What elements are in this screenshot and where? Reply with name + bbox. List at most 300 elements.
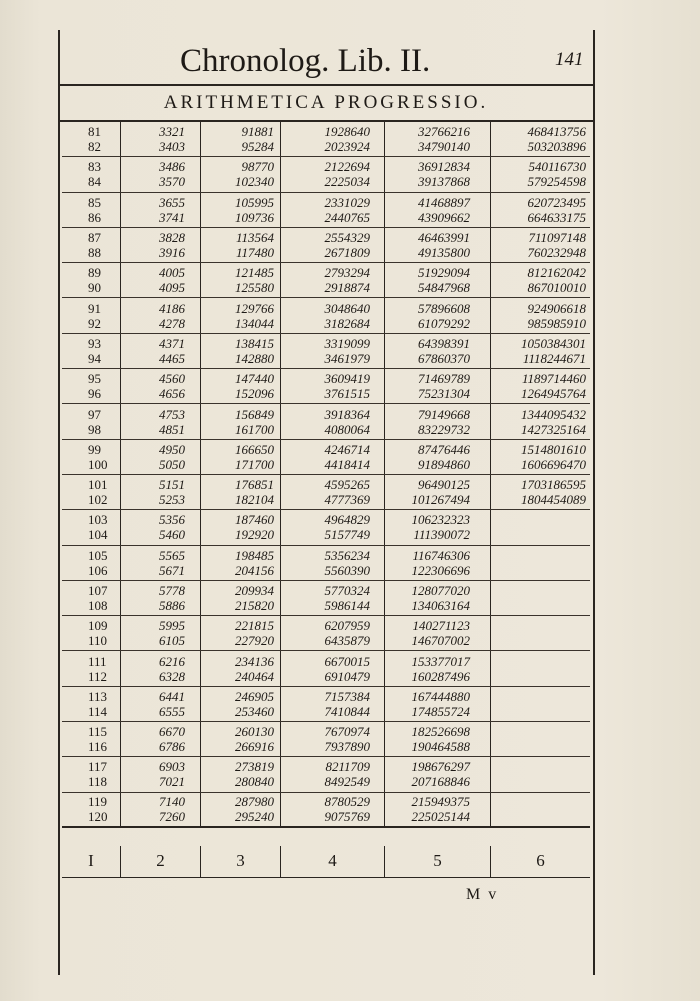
- table-cell-c2: [120, 369, 200, 403]
- cell-value: 117480: [235, 245, 274, 261]
- table-cell-c1: [62, 404, 120, 438]
- cell-value: 166650: [235, 441, 274, 457]
- cell-value: 1050384301: [521, 335, 586, 351]
- cell-value: 100: [88, 456, 108, 472]
- cell-value: 94: [88, 350, 101, 366]
- cell-value: 2554329: [324, 230, 370, 246]
- cell-value: 1514801610: [521, 441, 586, 457]
- table-cell-c2: [120, 722, 200, 756]
- cell-value: 4465: [159, 350, 185, 366]
- cell-value: 2918874: [324, 280, 370, 296]
- cell-value: 106: [88, 562, 108, 578]
- cell-value: 125580: [235, 280, 274, 296]
- cell-value: 114: [88, 703, 108, 719]
- table-cell-c2: [120, 510, 200, 544]
- cell-value: 3916: [159, 245, 185, 261]
- cell-value: 6207959: [324, 618, 370, 634]
- cell-value: 95: [88, 371, 101, 387]
- table-cell-c5: [384, 616, 490, 650]
- column-number-row: [62, 846, 590, 878]
- table-cell-c6: [490, 404, 590, 438]
- table-cell-c5: [384, 722, 490, 756]
- cell-value: 79149668: [418, 406, 470, 422]
- cell-value: 5253: [159, 492, 185, 508]
- cell-value: 260130: [235, 724, 274, 740]
- table-cell-c1: [62, 546, 120, 580]
- cell-value: 6670015: [324, 653, 370, 669]
- table-cell-c1: [62, 157, 120, 191]
- cell-value: 4278: [159, 315, 185, 331]
- table-cell-c3: [200, 440, 280, 474]
- table-cell-c3: [200, 263, 280, 297]
- cell-value: 3828: [159, 230, 185, 246]
- cell-value: 98770: [241, 159, 274, 175]
- table-cell-c3: [200, 510, 280, 544]
- cell-value: 87: [88, 230, 101, 246]
- cell-value: 116: [88, 739, 108, 755]
- table-cell-c3: [200, 298, 280, 332]
- cell-value: 109: [88, 618, 108, 634]
- cell-value: 1189714460: [521, 371, 586, 387]
- cell-value: 153377017: [411, 653, 470, 669]
- cell-value: 924906618: [527, 300, 586, 316]
- cell-value: 4095: [159, 280, 185, 296]
- table-row: [62, 157, 590, 192]
- table-cell-c6: [490, 546, 590, 580]
- cell-value: 6910479: [324, 668, 370, 684]
- table-cell-c1: [62, 475, 120, 509]
- cell-value: 1344095432: [521, 406, 586, 422]
- cell-value: 138415: [235, 335, 274, 351]
- table-row: [62, 722, 590, 757]
- cell-value: 91894860: [418, 456, 470, 472]
- table-row: [62, 263, 590, 298]
- table-cell-c1: [62, 581, 120, 615]
- table-cell-c4: [280, 687, 384, 721]
- cell-value: [491, 689, 586, 704]
- cell-value: 1264945764: [521, 386, 586, 402]
- column-number: I: [88, 851, 94, 870]
- cell-value: 4753: [159, 406, 185, 422]
- cell-value: 7937890: [324, 739, 370, 755]
- table-cell-c3: [200, 546, 280, 580]
- table-cell-c2: [120, 757, 200, 791]
- cell-value: 5995: [159, 618, 185, 634]
- table-cell-c5: [384, 369, 490, 403]
- table-cell-c4: [280, 475, 384, 509]
- table-cell-c5: [384, 757, 490, 791]
- cell-value: 3655: [159, 194, 185, 210]
- page-title: Chronolog. Lib. II.: [180, 43, 431, 79]
- table-cell-c3: [200, 157, 280, 191]
- cell-value: 209934: [235, 583, 274, 598]
- cell-value: 207168846: [411, 774, 470, 790]
- cell-value: 152096: [235, 386, 274, 402]
- table-row: [62, 193, 590, 228]
- cell-value: 204156: [235, 562, 274, 578]
- cell-value: 1427325164: [521, 421, 586, 437]
- cell-value: [491, 583, 586, 598]
- cell-value: 103: [88, 512, 108, 528]
- table-cell-c6: [490, 157, 590, 191]
- cell-value: 5986144: [324, 598, 370, 613]
- cell-value: 83: [88, 159, 101, 175]
- cell-value: 128077020: [411, 583, 470, 598]
- cell-value: [491, 724, 586, 739]
- table-row: [62, 651, 590, 686]
- table-row: [62, 369, 590, 404]
- cell-value: 3048640: [324, 300, 370, 316]
- cell-value: 7670974: [324, 724, 370, 740]
- table-cell-c4: [280, 651, 384, 685]
- progression-table: [62, 122, 590, 828]
- table-cell-c2: [120, 334, 200, 368]
- table-cell-c1: [62, 440, 120, 474]
- table-cell-c4: [280, 263, 384, 297]
- cell-value: 104: [88, 527, 108, 543]
- page-number: 141: [555, 49, 584, 70]
- table-cell-c2: [120, 193, 200, 227]
- cell-value: 83229732: [418, 421, 470, 437]
- cell-value: 106232323: [411, 512, 470, 528]
- cell-value: 142880: [235, 350, 274, 366]
- table-cell-c1: [62, 193, 120, 227]
- table-cell-c5: [384, 334, 490, 368]
- cell-value: 46463991: [418, 230, 470, 246]
- cell-value: 3403: [159, 139, 185, 155]
- table-cell-c4: [280, 510, 384, 544]
- cell-value: 134063164: [411, 598, 470, 613]
- table-cell-c2: [120, 298, 200, 332]
- table-row: [62, 440, 590, 475]
- cell-value: 5151: [159, 477, 185, 493]
- cell-value: 664633175: [527, 209, 586, 225]
- cell-value: 8211709: [325, 759, 370, 775]
- table-cell-c5: [384, 546, 490, 580]
- cell-value: 760232948: [527, 245, 586, 261]
- table-cell-c5: [384, 193, 490, 227]
- cell-value: 579254598: [527, 174, 586, 190]
- cell-value: 134044: [235, 315, 274, 331]
- cell-value: 146707002: [411, 633, 470, 649]
- cell-value: 540116730: [528, 159, 586, 175]
- cell-value: 51929094: [418, 265, 470, 281]
- cell-value: 3319099: [324, 335, 370, 351]
- cell-value: 64398391: [418, 335, 470, 351]
- cell-value: 225025144: [411, 809, 470, 825]
- table-cell-c5: [384, 157, 490, 191]
- table-cell-c4: [280, 757, 384, 791]
- cell-value: 620723495: [527, 194, 586, 210]
- cell-value: 129766: [235, 300, 274, 316]
- cell-value: 36912834: [418, 159, 470, 175]
- table-cell-c6: [490, 122, 590, 156]
- table-cell-c3: [200, 757, 280, 791]
- signature-mark: M v: [466, 886, 499, 903]
- table-cell-c6: [490, 651, 590, 685]
- cell-value: 32766216: [418, 124, 470, 140]
- cell-value: 96490125: [418, 477, 470, 493]
- cell-value: 4080064: [324, 421, 370, 437]
- cell-value: 161700: [235, 421, 274, 437]
- cell-value: 8780529: [324, 794, 370, 810]
- table-cell-c4: [280, 616, 384, 650]
- table-cell-c1: [62, 722, 120, 756]
- table-row: [62, 334, 590, 369]
- cell-value: 4656: [159, 386, 185, 402]
- table-cell-c3: [200, 404, 280, 438]
- cell-value: 3741: [159, 209, 185, 225]
- table-cell-c2: [120, 404, 200, 438]
- cell-value: 87476446: [418, 441, 470, 457]
- table-cell-c4: [280, 193, 384, 227]
- table-heading: ARITHMETICA PROGRESSIO.: [163, 92, 489, 113]
- table-cell-c3: [200, 616, 280, 650]
- cell-value: 107: [88, 583, 108, 598]
- cell-value: [491, 598, 586, 613]
- cell-value: 3321: [159, 124, 185, 140]
- cell-value: 101: [88, 477, 108, 493]
- table-cell-c3: [200, 475, 280, 509]
- table-cell-c1: [62, 228, 120, 262]
- cell-value: 7021: [159, 774, 185, 790]
- table-cell-c5: [384, 687, 490, 721]
- cell-value: 117: [88, 759, 108, 775]
- table-cell-c1: [62, 651, 120, 685]
- cell-value: 102340: [235, 174, 274, 190]
- cell-value: 253460: [235, 703, 274, 719]
- cell-value: 98: [88, 421, 101, 437]
- cell-value: 43909662: [418, 209, 470, 225]
- cell-value: 287980: [235, 794, 274, 810]
- table-cell-c4: [280, 157, 384, 191]
- cell-value: 85: [88, 194, 101, 210]
- right-margin-rule: [593, 30, 595, 975]
- cell-value: 227920: [235, 633, 274, 649]
- cell-value: 113: [88, 688, 108, 704]
- table-cell-c4: [280, 581, 384, 615]
- table-cell-c2: [120, 546, 200, 580]
- cell-value: [491, 794, 586, 809]
- cell-value: 215949375: [411, 794, 470, 810]
- cell-value: 105: [88, 547, 108, 563]
- cell-value: [491, 618, 586, 633]
- table-cell-c1: [62, 510, 120, 544]
- header-rule: [58, 84, 594, 86]
- cell-value: 120: [88, 809, 108, 825]
- cell-value: 7410844: [324, 703, 370, 719]
- cell-value: 75231304: [418, 386, 470, 402]
- cell-value: 2440765: [324, 209, 370, 225]
- cell-value: 6105: [159, 633, 185, 649]
- table-cell-c4: [280, 404, 384, 438]
- table-cell-c3: [200, 369, 280, 403]
- column-number: 4: [280, 846, 384, 877]
- cell-value: 187460: [235, 512, 274, 528]
- cell-value: 4851: [159, 421, 185, 437]
- table-cell-c6: [490, 228, 590, 262]
- cell-value: 198485: [235, 547, 274, 563]
- cell-value: 4595265: [324, 477, 370, 493]
- table-cell-c3: [200, 228, 280, 262]
- cell-value: 5565: [159, 547, 185, 563]
- cell-value: 3570: [159, 174, 185, 190]
- cell-value: 5460: [159, 527, 185, 543]
- cell-value: 2671809: [324, 245, 370, 261]
- cell-value: 71469789: [418, 371, 470, 387]
- cell-value: 4186: [159, 300, 185, 316]
- table-row: [62, 616, 590, 651]
- table-cell-c2: [120, 687, 200, 721]
- table-cell-c2: [120, 157, 200, 191]
- table-cell-c3: [200, 793, 280, 826]
- table-cell-c5: [384, 651, 490, 685]
- cell-value: [491, 633, 586, 648]
- table-cell-c1: [62, 263, 120, 297]
- table-cell-c2: [120, 581, 200, 615]
- cell-value: 34790140: [418, 139, 470, 155]
- cell-value: 240464: [235, 668, 274, 684]
- table-row: [62, 298, 590, 333]
- cell-value: 246905: [235, 688, 274, 704]
- table-row: [62, 757, 590, 792]
- table-cell-c4: [280, 546, 384, 580]
- cell-value: 6903: [159, 759, 185, 775]
- cell-value: 122306696: [411, 562, 470, 578]
- table-row: [62, 404, 590, 439]
- cell-value: 5778: [159, 583, 185, 598]
- cell-value: 2331029: [324, 194, 370, 210]
- table-cell-c1: [62, 757, 120, 791]
- cell-value: 6216: [159, 653, 185, 669]
- cell-value: [491, 654, 586, 669]
- table-cell-c4: [280, 122, 384, 156]
- cell-value: 176851: [235, 477, 274, 493]
- cell-value: 2793294: [324, 265, 370, 281]
- cell-value: 273819: [235, 759, 274, 775]
- cell-value: 95284: [241, 139, 274, 155]
- table-cell-c1: [62, 369, 120, 403]
- cell-value: 110: [88, 633, 108, 649]
- cell-value: 5560390: [324, 562, 370, 578]
- table-cell-c2: [120, 793, 200, 826]
- cell-value: 3918364: [324, 406, 370, 422]
- table-cell-c2: [120, 651, 200, 685]
- cell-value: 711097148: [528, 230, 586, 246]
- cell-value: 4371: [159, 335, 185, 351]
- table-cell-c4: [280, 369, 384, 403]
- cell-value: [491, 527, 586, 542]
- cell-value: 105995: [235, 194, 274, 210]
- cell-value: 4005: [159, 265, 185, 281]
- column-number: 3: [200, 846, 280, 877]
- table-cell-c1: [62, 298, 120, 332]
- cell-value: 7260: [159, 809, 185, 825]
- cell-value: [491, 512, 586, 527]
- cell-value: 985985910: [527, 315, 586, 331]
- cell-value: 2225034: [324, 174, 370, 190]
- cell-value: 108: [88, 598, 108, 613]
- cell-value: 5356: [159, 512, 185, 528]
- cell-value: 92: [88, 315, 101, 331]
- table-cell-c5: [384, 793, 490, 826]
- cell-value: 4964829: [324, 512, 370, 528]
- table-cell-c4: [280, 228, 384, 262]
- cell-value: 3609419: [324, 371, 370, 387]
- cell-value: 2122694: [324, 159, 370, 175]
- cell-value: 190464588: [411, 739, 470, 755]
- cell-value: 8492549: [324, 774, 370, 790]
- cell-value: 5671: [159, 562, 185, 578]
- cell-value: 6441: [159, 688, 185, 704]
- cell-value: [491, 548, 586, 563]
- table-row: [62, 228, 590, 263]
- cell-value: [491, 809, 586, 824]
- cell-value: 5157749: [324, 527, 370, 543]
- cell-value: 111390072: [413, 527, 470, 543]
- table-cell-c3: [200, 581, 280, 615]
- table-cell-c5: [384, 298, 490, 332]
- table-cell-c5: [384, 440, 490, 474]
- table-cell-c5: [384, 263, 490, 297]
- cell-value: 61079292: [418, 315, 470, 331]
- cell-value: 6786: [159, 739, 185, 755]
- cell-value: 3486: [159, 159, 185, 175]
- table-cell-c4: [280, 722, 384, 756]
- cell-value: 167444880: [411, 688, 470, 704]
- cell-value: 7140: [159, 794, 185, 810]
- table-cell-c6: [490, 298, 590, 332]
- table-cell-c2: [120, 263, 200, 297]
- table-cell-c6: [490, 687, 590, 721]
- cell-value: 113564: [235, 230, 274, 246]
- cell-value: 90: [88, 280, 101, 296]
- cell-value: 99: [88, 441, 101, 457]
- cell-value: 812162042: [527, 265, 586, 281]
- table-cell-c4: [280, 298, 384, 332]
- table-cell-c3: [200, 122, 280, 156]
- cell-value: 86: [88, 209, 101, 225]
- cell-value: 174855724: [411, 703, 470, 719]
- cell-value: 57896608: [418, 300, 470, 316]
- table-cell-c6: [490, 440, 590, 474]
- cell-value: 156849: [235, 406, 274, 422]
- table-cell-c2: [120, 616, 200, 650]
- table-cell-c6: [490, 581, 590, 615]
- table-cell-c2: [120, 228, 200, 262]
- cell-value: 2023924: [324, 139, 370, 155]
- table-cell-c3: [200, 722, 280, 756]
- cell-value: 6670: [159, 724, 185, 740]
- cell-value: 54847968: [418, 280, 470, 296]
- table-row: [62, 546, 590, 581]
- cell-value: 4418414: [324, 456, 370, 472]
- table-cell-c5: [384, 122, 490, 156]
- table-row: [62, 122, 590, 157]
- table-cell-c6: [490, 334, 590, 368]
- table-cell-c2: [120, 122, 200, 156]
- cell-value: 91: [88, 300, 101, 316]
- table-row: [62, 581, 590, 616]
- cell-value: 7157384: [324, 688, 370, 704]
- cell-value: 91881: [241, 124, 274, 140]
- table-cell-c3: [200, 687, 280, 721]
- table-row: [62, 475, 590, 510]
- cell-value: 4950: [159, 441, 185, 457]
- cell-value: 160287496: [411, 668, 470, 684]
- table-cell-c5: [384, 510, 490, 544]
- table-cell-c4: [280, 440, 384, 474]
